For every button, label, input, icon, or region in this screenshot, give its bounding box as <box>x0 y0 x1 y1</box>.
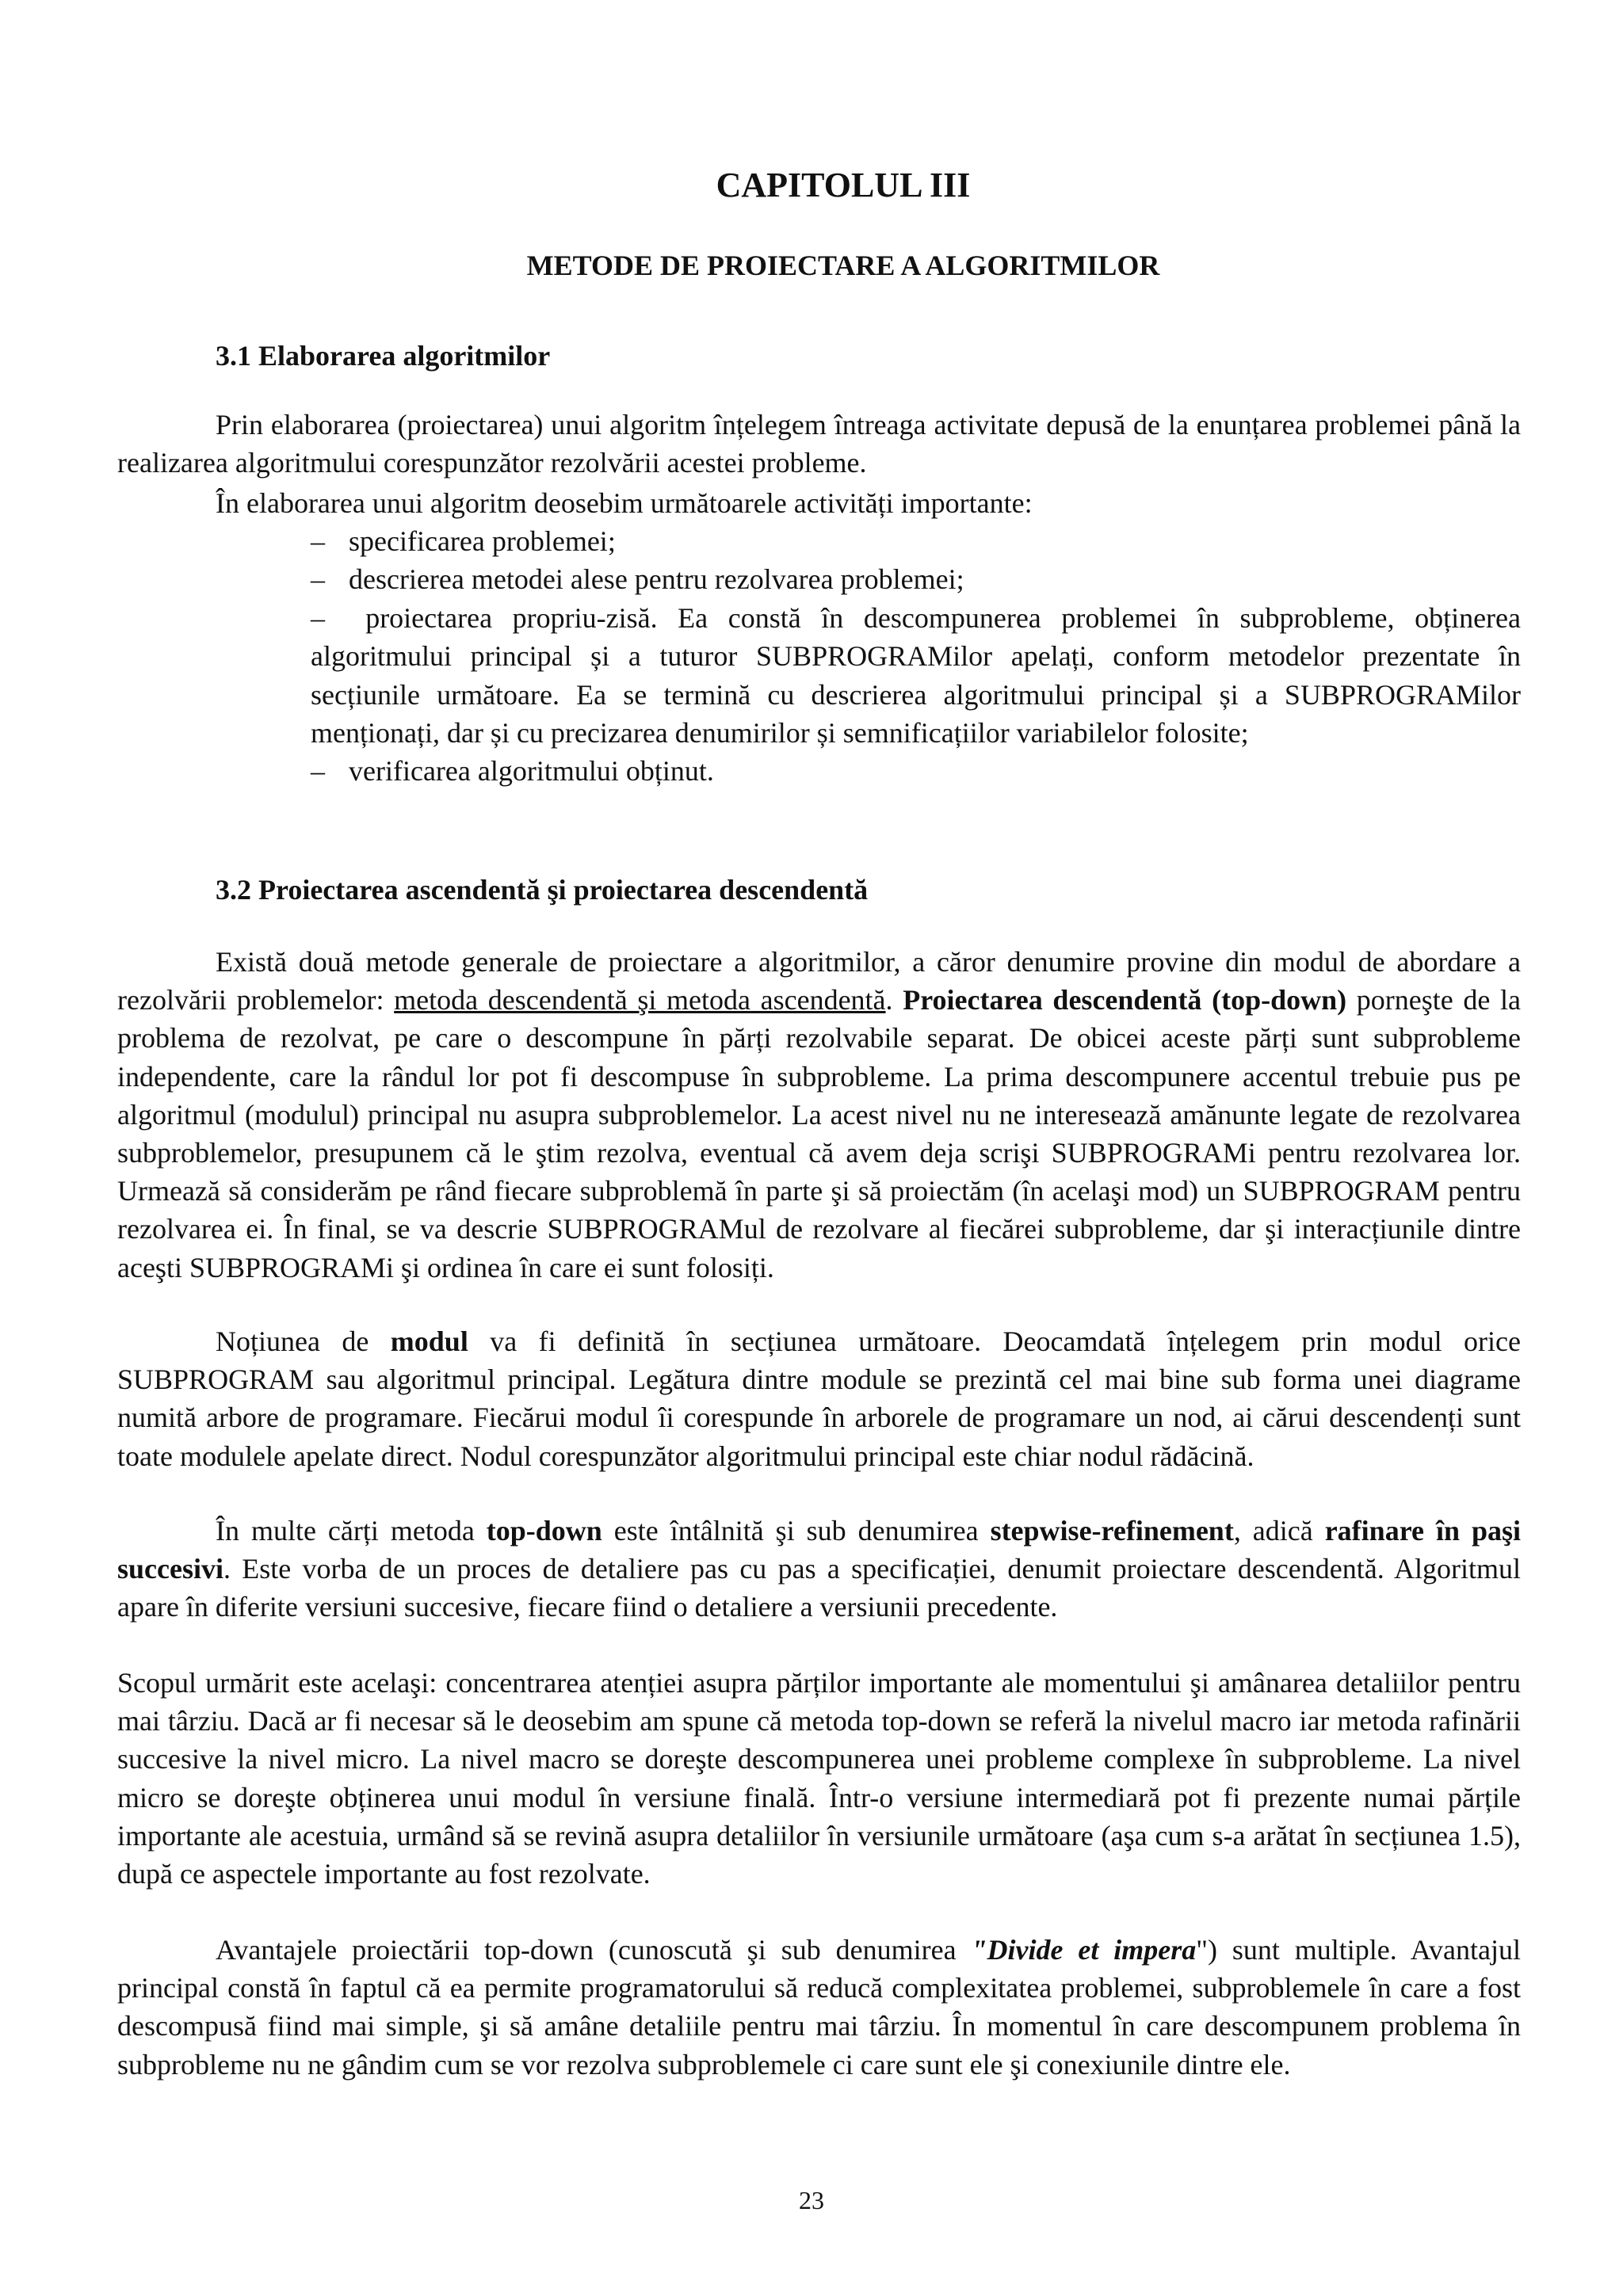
chapter-title: CAPITOLUL III <box>716 166 971 204</box>
text-run: În multe cărți metoda <box>216 1515 487 1547</box>
text-run: va fi definită în secțiunea următoare. Deocamdată înțelegem prin modul orice SUBPROGRAM sau algoritmul principal. Legătura dintre module se prezintă cel mai bine sub forma unei diagrame numită arbore de programare. Fiecărui modul îi corespunde în arborele de programare un nod, ai cărui descendenți sunt toate modulele apelate direct. Nodul corespunzător algoritmului principal este chiar nodul rădăcină. <box>117 1325 1522 1472</box>
bold-text: modul <box>390 1325 468 1357</box>
paragraph-stepwise <box>117 1512 1521 1627</box>
page-number: 23 <box>799 2186 824 2214</box>
paragraph-modul <box>117 1322 1521 1475</box>
bold-text: rafinare în paşi succesivi <box>117 1515 1522 1585</box>
underlined-text: metoda descendentă şi metoda ascendentă <box>394 984 886 1016</box>
dash-marker: – <box>311 755 325 788</box>
paragraph-text: Prin elaborarea (proiectarea) unui algoritm înțelegem întreaga activitate depusă de la enunțarea problemei până la realizarea algoritmului corespunzător rezolvării acestei probleme. <box>117 409 1521 479</box>
quote-mark: " <box>1196 1934 1208 1966</box>
list-item-text: descrierea metodei alese pentru rezolvarea problemei; <box>349 563 964 596</box>
paragraph-elaborare <box>117 406 1521 482</box>
text-run: Noțiunea de <box>216 1325 391 1357</box>
chapter-subtitle: METODE DE PROIECTARE A ALGORITMILOR <box>526 250 1160 281</box>
activities-intro: În elaborarea unui algoritm deosebim următoarele activități importante: <box>216 487 1033 519</box>
activities-list <box>311 522 1521 791</box>
paragraph-avantaje <box>117 1931 1521 2084</box>
paragraph-scop: Scopul urmărit este acelaşi: concentrarea atenției asupra părților importante ale momentului şi amânarea detaliilor pentru mai târziu. Dacă ar fi necesar să le deosebim am spune că metoda top-down se referă la nivelul macro iar metoda rafinării succesive la nivel micro. La nivel macro se doreşte descompunerea unei probleme complexe în subprobleme. La nivel micro se doreşte obținerea unui modul în versiune finală. Într-o versiune intermediară pot fi prezente numai părțile importante ale acestuia, urmând să se revină asupra detaliilor în versiunile următoare (aşa cum s-a arătat în secțiunea 1.5), după ce aspectele importante au fost rezolvate. <box>117 1667 1521 1890</box>
list-item <box>311 752 1521 790</box>
list-item <box>311 560 1521 598</box>
text-run: porneşte de la problema de rezolvat, pe care o descompune în părți rezolvabile separat. De obicei aceste părți sunt subprobleme independente, care la rândul lor pot fi descompuse în subprobleme. La prima descompunere accentul trebuie pus pe algoritmul (modulul) principal nu asupra subproblemelor. La acest nivel nu ne interesează amănunte legate de rezolvarea subproblemelor, presupunem că le ştim rezolva, eventual că avem deja scrişi SUBPROGRAMi pentru rezolvarea lor. Urmează să considerăm pe rând fiecare subproblemă în parte şi să proiectăm (în acelaşi mod) un SUBPROGRAM pentru rezolvarea ei. În final, se va descrie SUBPROGRAMul de rezolvare al fiecărei subprobleme, dar şi interacțiunile dintre aceşti SUBPROGRAMi şi ordinea în care ei sunt folosiți. <box>117 984 1521 1283</box>
list-item <box>311 599 1521 753</box>
bold-italic-text: Divide et impera <box>987 1934 1197 1966</box>
bold-text: stepwise-refinement <box>990 1515 1234 1547</box>
dash-marker: – <box>311 525 325 557</box>
section-heading-3-1: 3.1 Elaborarea algoritmilor <box>216 340 551 372</box>
text-run: . Este vorba de un proces de detaliere pas cu pas a specificației, denumit proiectare descendentă. Algoritmul apare în diferite versiuni succesive, fiecare fiind o detaliere a versiunii precedente. <box>117 1553 1521 1623</box>
text-run: Există două metode generale de proiectare a algoritmilor, a căror denumire provine din modul de abordare a rezolvării problemelor: <box>117 946 1521 1016</box>
list-item-text: verificarea algoritmului obținut. <box>349 755 714 788</box>
text-run: , adică <box>1233 1515 1325 1547</box>
bold-text: top-down <box>486 1515 602 1547</box>
quote-mark: " <box>971 1934 987 1966</box>
section-heading-3-2: 3.2 Proiectarea ascendentă şi proiectarea descendentă <box>216 874 869 906</box>
text-run: Avantajele proiectării top-down (cunoscută şi sub denumirea <box>216 1934 972 1966</box>
text-run: ) sunt multiple. Avantajul principal constă în faptul că ea permite programatorului să reducă complexitatea problemei, subproblemele în care a fost descompusă fiind mai simple, şi să amâne detaliile pentru mai târziu. În momentul în care descompunem problema în subprobleme nu ne gândim cum se vor rezolva subproblemele ci care sunt ele şi conexiunile dintre ele. <box>117 1934 1521 2081</box>
list-item-text: proiectarea propriu-zisă. Ea constă în descompunerea problemei în subprobleme, obținerea algoritmului principal și a tuturor SUBPROGRAMilor apelați, conform metodelor prezentate în secțiunile următoare. Ea se termină cu descrierea algoritmului principal și a SUBPROGRAMilor menționați, dar și cu precizarea denumirilor și semnificațiilor variabilelor folosite; <box>311 601 1521 749</box>
list-item-text: specificarea problemei; <box>349 525 616 557</box>
bold-text: Proiectarea descendentă (top-down) <box>903 984 1347 1016</box>
paragraph-metode <box>117 943 1521 1287</box>
text-run: . <box>885 984 903 1016</box>
dash-marker: – <box>311 601 325 634</box>
list-item <box>311 522 1521 560</box>
dash-marker: – <box>311 563 325 596</box>
text-run: este întâlnită şi sub denumirea <box>601 1515 991 1547</box>
